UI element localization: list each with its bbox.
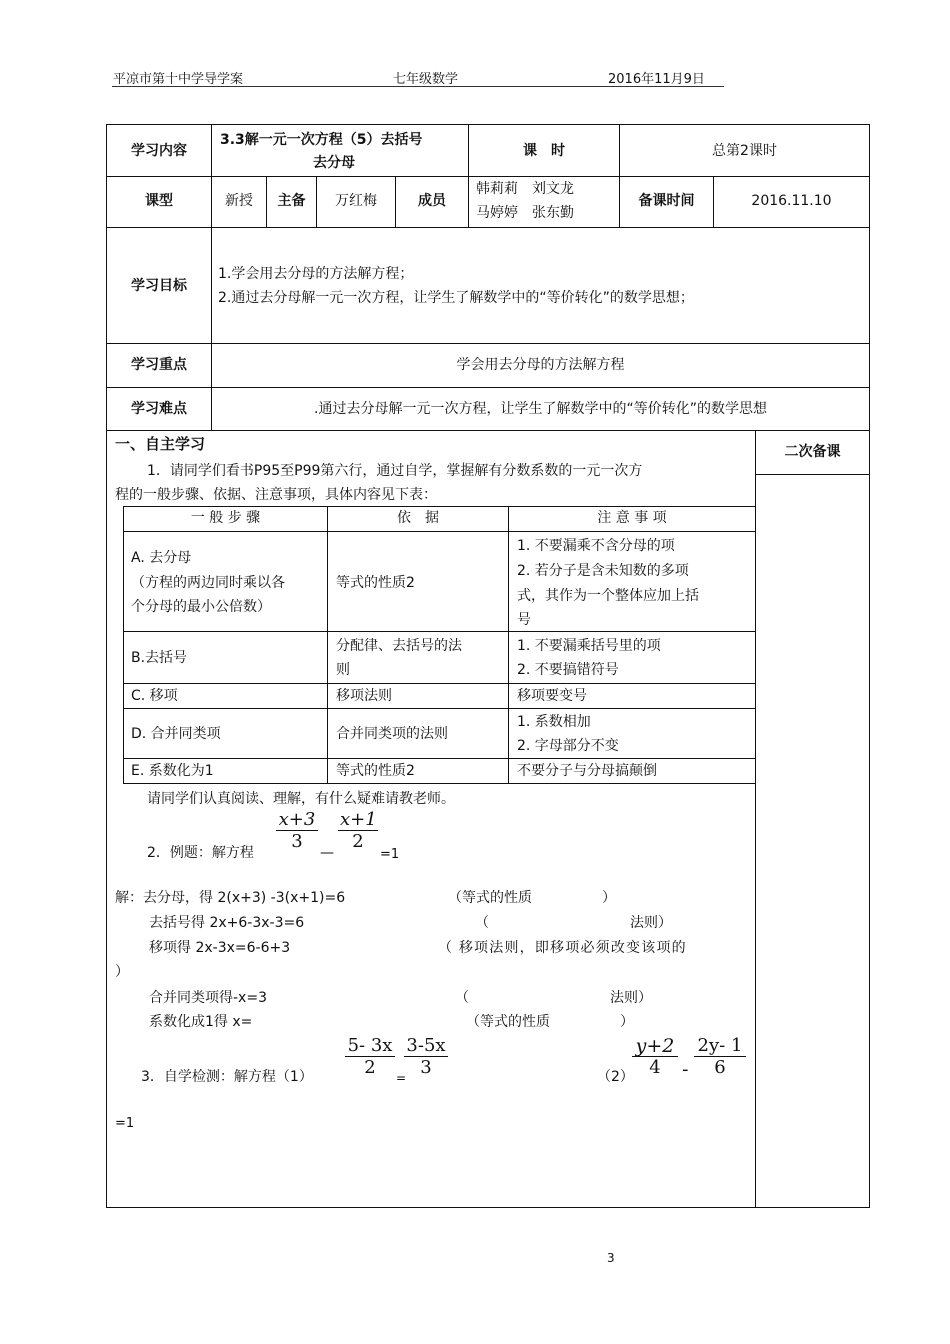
note-b-1: 1. 不要漏乘括号里的项 (517, 638, 661, 654)
check2-label: （2） (597, 1069, 634, 1085)
step-c: C. 移项 (131, 688, 178, 704)
note-a-1: 1. 不要漏乘不含分母的项 (517, 538, 675, 554)
check1-fraction-2 (404, 1036, 448, 1079)
steps-header-step: 一 般 步 骤 (190, 510, 261, 526)
basis-b-2: 则 (336, 662, 350, 678)
goal-2: 2.通过去分母解一元一次方程，让学生了解数学中的“等价转化”的数学思想； (218, 290, 694, 306)
header-date: 2016年11月9日 (608, 72, 705, 87)
example-fraction-1 (276, 810, 318, 853)
check2-fraction-1-denominator: 4 (632, 1056, 678, 1079)
solution-reason-3-cont: ） (115, 964, 129, 980)
basis-b-1: 分配律、去括号的法 (336, 638, 462, 654)
step-b: B.去括号 (131, 650, 188, 666)
example-rhs: =1 (380, 847, 400, 862)
check1-fraction-2-denominator: 3 (404, 1056, 448, 1079)
example-fraction-2-numerator: x+1 (340, 809, 377, 830)
example-fraction-2-denominator: 2 (338, 830, 378, 853)
basis-c: 移项法则 (336, 688, 392, 704)
solution-step-3: 移项得 2x-3x=6-6+3 (149, 940, 291, 956)
header-rule (112, 86, 724, 87)
check1-fraction-1-numerator: 5- 3x (347, 1035, 393, 1056)
example-fraction-1-numerator: x+3 (278, 809, 316, 830)
solution-reason-4-close: 法则） (610, 990, 652, 1006)
basis-a: 等式的性质2 (336, 575, 415, 591)
check-label: 3．自学检测：解方程（1） (141, 1069, 313, 1085)
lesson-type-value: 新授 (225, 193, 253, 209)
section-title: 一、自主学习 (115, 435, 206, 453)
check2-fraction-2 (694, 1036, 746, 1079)
basis-e: 等式的性质2 (336, 763, 415, 779)
check2-fraction-1-numerator: y+2 (635, 1035, 675, 1057)
lesson-title-line2: 去分母 (313, 155, 355, 171)
period-value: 总第2课时 (712, 143, 777, 159)
members-label: 成员 (418, 193, 446, 209)
solution-step-2: 去括号得 2x+6-3x-3=6 (149, 915, 305, 931)
example-label: 2．例题：解方程 (147, 845, 254, 861)
page-number: 3 (607, 1251, 615, 1265)
header-subject: 七年级数学 (393, 72, 459, 87)
note-d-2: 2. 字母部分不变 (517, 738, 619, 754)
prep-time-label: 备课时间 (638, 193, 695, 209)
solution-step-1: 解：去分母，得 2(x+3) -3(x+1)=6 (115, 890, 346, 906)
key-point-label: 学习重点 (131, 357, 187, 373)
check-rhs: =1 (115, 1116, 135, 1131)
check2-fraction-2-denominator: 6 (694, 1056, 746, 1079)
lesson-type-label: 课型 (145, 193, 173, 209)
note-e: 不要分子与分母搞颠倒 (517, 763, 657, 779)
check1-fraction-1-denominator: 2 (345, 1056, 395, 1079)
check1-fraction-1 (345, 1036, 395, 1079)
goal-1: 1.学会用去分母的方法解方程； (218, 266, 414, 282)
goals-label: 学习目标 (131, 278, 187, 294)
steps-header-basis: 依 据 (397, 510, 439, 526)
members-line2: 马婷婷 张东勤 (476, 205, 574, 221)
period-label: 课 时 (523, 143, 565, 159)
check2-minus: - (682, 1059, 689, 1080)
solution-reason-4-open: （ (455, 990, 469, 1006)
study-content-label: 学习内容 (131, 143, 187, 159)
steps-header-notes: 注 意 事 项 (597, 510, 667, 526)
second-prep-label: 二次备课 (784, 444, 841, 460)
step-d: D. 合并同类项 (131, 726, 221, 742)
note-a-4: 号 (517, 612, 531, 628)
note-a-3: 式，其作为一个整体应加上括 (517, 588, 699, 604)
read-note: 请同学们认真阅读、理解，有什么疑难请教老师。 (147, 791, 455, 807)
difficulty-label: 学习难点 (131, 401, 187, 417)
difficulty-value: .通过去分母解一元一次方程，让学生了解数学中的“等价转化”的数学思想 (314, 401, 767, 417)
intro-line-1: 1．请同学们看书P95至P99第六行，通过自学，掌握解有分数系数的一元一次方 (147, 463, 643, 479)
example-minus: — (320, 845, 334, 861)
solution-reason-5: （等式的性质 ） (466, 1014, 634, 1030)
check1-fraction-2-numerator: 3-5x (406, 1035, 446, 1056)
solution-step-5: 系数化成1得 x= (149, 1014, 253, 1030)
header-school: 平凉市第十中学导学案 (113, 72, 244, 87)
lead-value: 万红梅 (335, 193, 377, 209)
solution-step-4: 合并同类项得-x=3 (149, 990, 267, 1006)
solution-reason-2-open: （ (475, 915, 489, 931)
example-fraction-1-denominator: 3 (276, 830, 318, 853)
check1-equals: = (396, 1071, 407, 1085)
solution-reason-3: （ 移项法则，即移项必须改变该项的 (438, 940, 687, 956)
example-fraction-2 (338, 810, 378, 853)
step-a-line2: （方程的两边同时乘以各 (131, 575, 285, 591)
basis-d: 合并同类项的法则 (336, 726, 448, 742)
note-d-1: 1. 系数相加 (517, 714, 591, 730)
note-a-2: 2. 若分子是含未知数的多项 (517, 563, 689, 579)
note-b-2: 2. 不要搞错符号 (517, 662, 619, 678)
step-e: E. 系数化为1 (131, 763, 214, 779)
step-a-line3: 个分母的最小公倍数） (131, 599, 271, 615)
intro-line-2: 程的一般步骤、依据、注意事项，具体内容见下表： (115, 487, 437, 503)
solution-reason-1: （等式的性质 ） (448, 890, 616, 906)
key-point-value: 学会用去分母的方法解方程 (456, 357, 625, 373)
members-line1: 韩莉莉 刘文龙 (476, 181, 574, 197)
solution-reason-2-close: 法则） (630, 915, 672, 931)
note-c: 移项要变号 (517, 688, 587, 704)
prep-time-value: 2016.11.10 (751, 193, 832, 209)
step-a-line1: A. 去分母 (131, 550, 192, 566)
check2-fraction-2-numerator: 2y- 1 (697, 1035, 743, 1056)
check2-fraction-1 (632, 1036, 678, 1079)
lead-label: 主备 (277, 193, 306, 209)
lesson-title-line1: 3.3解一元一次方程（5）去括号 (220, 132, 423, 148)
